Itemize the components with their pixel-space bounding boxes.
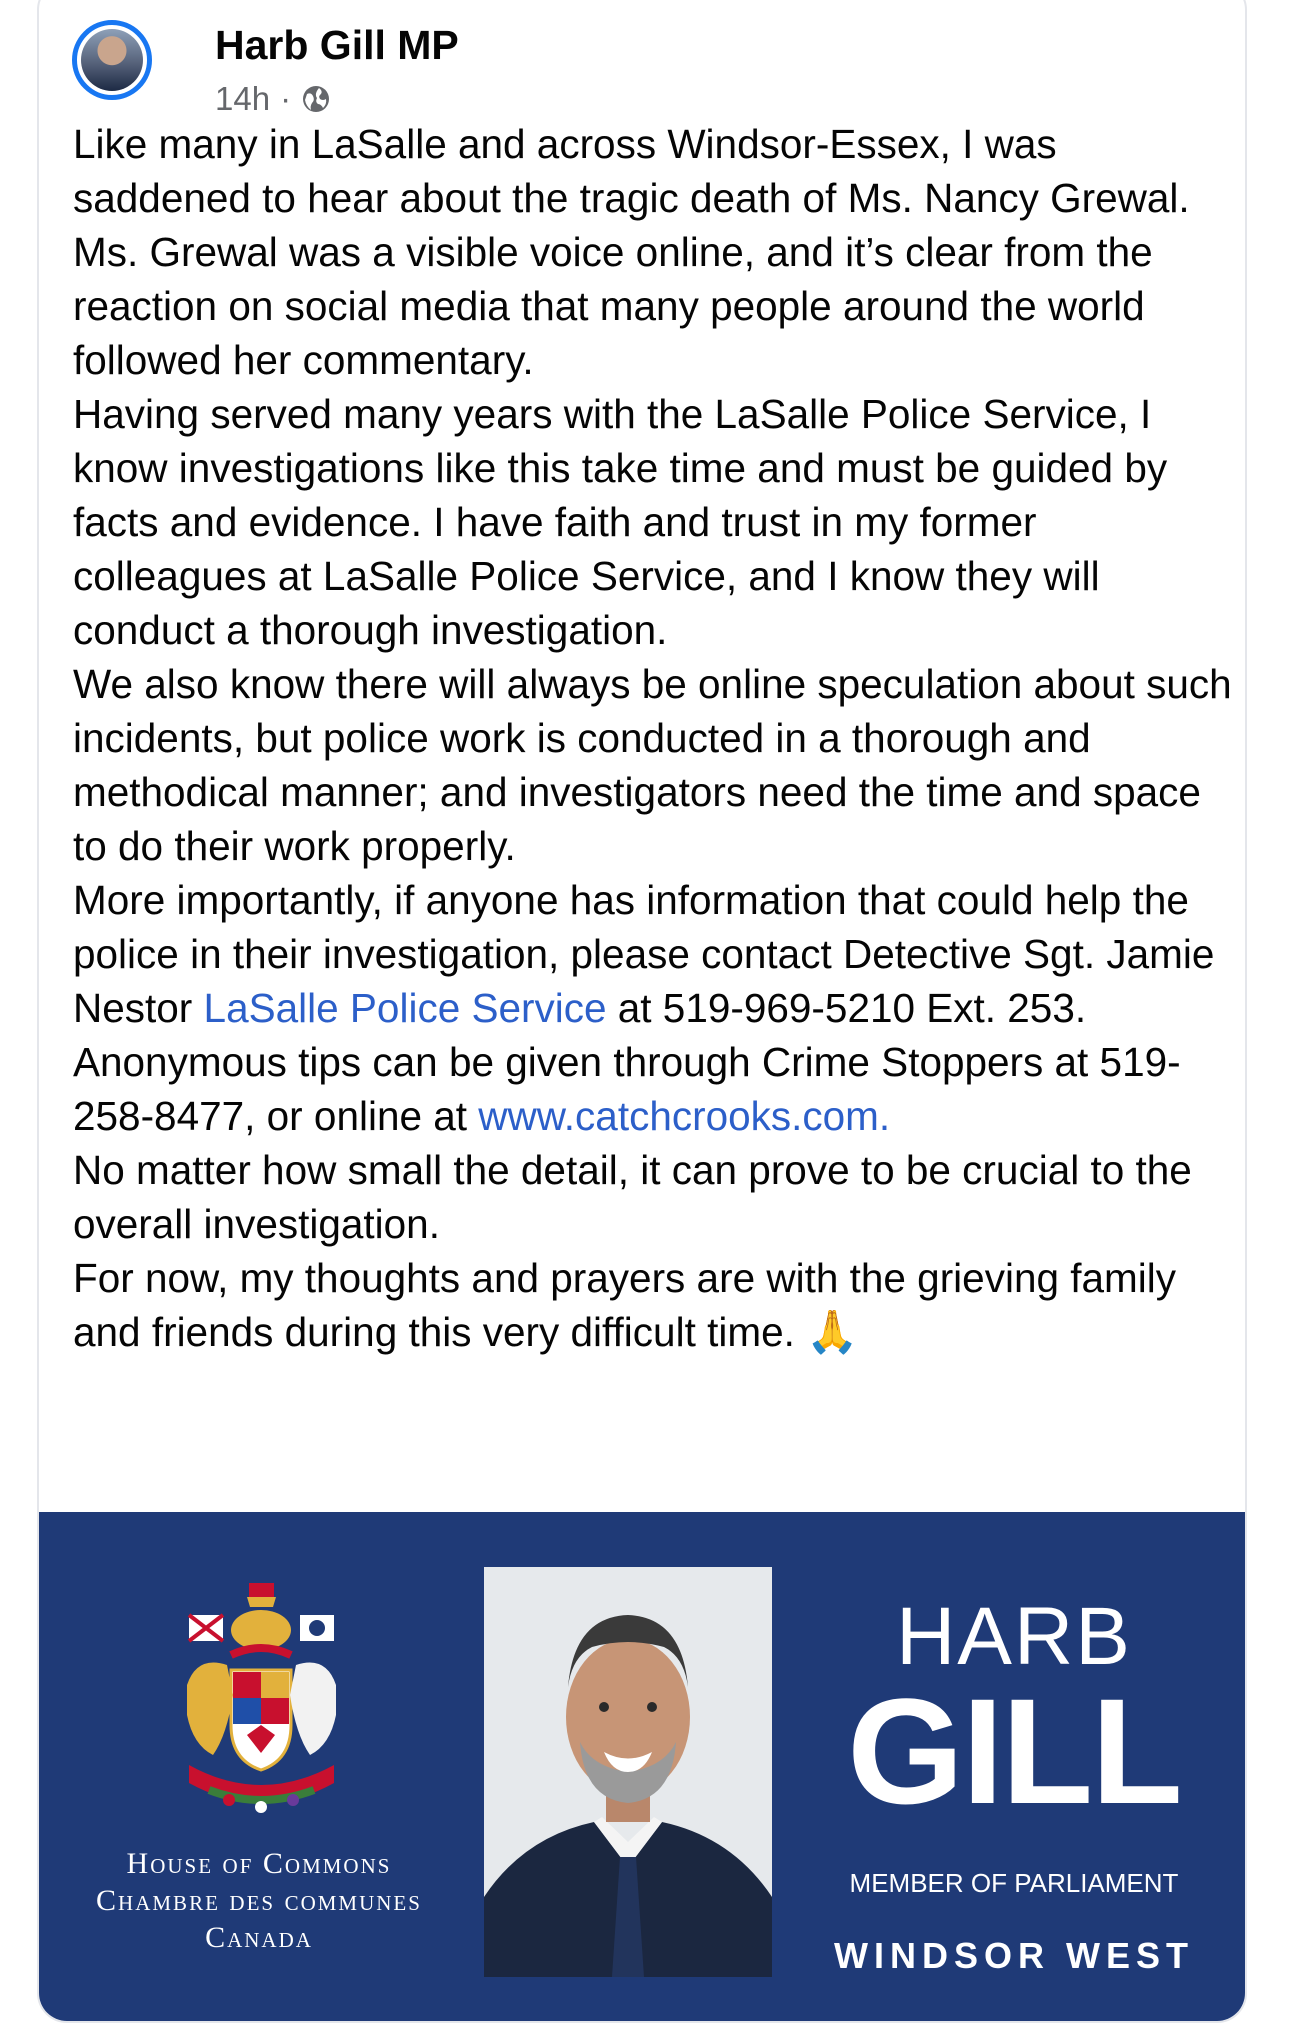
praying-hands-icon: 🙏 <box>806 1308 859 1355</box>
house-line: Chambre des communes <box>96 1884 422 1917</box>
closing-text: For now, my thoughts and prayers are with the grieving family and friends during this very difficult time. <box>73 1255 1177 1355</box>
house-line: Canada <box>205 1921 313 1954</box>
globe-icon[interactable] <box>301 84 331 114</box>
paragraph: Having served many years with the LaSalle Police Service, I know investigations like this take time and must be guided by facts and evidence. I have faith and trust in my former colleagues at LaSalle Police Service, and I know they will conduct a thorough investigation. <box>73 391 1168 653</box>
catchcrooks-link[interactable]: www.catchcrooks.com. <box>478 1093 891 1139</box>
post-body <box>73 117 1233 1359</box>
post-image[interactable] <box>39 1512 1245 2023</box>
first-name: HARB <box>896 1591 1132 1682</box>
last-name: GILL <box>847 1667 1181 1835</box>
post-card <box>37 0 1247 2023</box>
paragraph: Like many in LaSalle and across Windsor-Essex, I was saddened to hear about the tragic death of Ms. Nancy Grewal. <box>73 121 1190 221</box>
house-of-commons-text <box>39 1845 479 1956</box>
riding-name: WINDSOR WEST <box>834 1935 1194 1976</box>
post-meta <box>215 80 331 118</box>
author-name[interactable]: Harb Gill MP <box>215 22 459 68</box>
paragraph: We also know there will always be online speculation about such incidents, but police work is conducted in a thorough and methodical manner; and investigators need the time and space to do their work properly. <box>73 661 1232 869</box>
portrait-photo <box>484 1567 772 1977</box>
contact-text-2: at 519-969-5210 Ext. 253. Anonymous tips can be given through Crime Stoppers at 519-258-8477, or online at <box>73 985 1181 1139</box>
avatar-image <box>81 29 143 91</box>
paragraph: No matter how small the detail, it can prove to be crucial to the overall investigation. <box>73 1147 1192 1247</box>
closing-paragraph <box>73 1251 1233 1359</box>
avatar[interactable] <box>72 20 152 100</box>
contact-paragraph <box>73 873 1233 1143</box>
coat-of-arms-icon <box>169 1575 354 1815</box>
post-header <box>72 20 1172 120</box>
name-block <box>809 1572 1219 1977</box>
post-time[interactable]: 14h <box>215 80 271 117</box>
paragraph: Ms. Grewal was a visible voice online, and it’s clear from the reaction on social media that many people around the world followed her commentary. <box>73 229 1153 383</box>
role-title: MEMBER OF PARLIAMENT <box>849 1868 1179 1898</box>
lasalle-police-link[interactable]: LaSalle Police Service <box>203 985 607 1031</box>
house-line: House of Commons <box>126 1847 392 1880</box>
contact-text: More importantly, if anyone has information that could help the police in their investigation, please contact Detective Sgt. Jamie Nestor <box>73 877 1215 1031</box>
meta-separator: · <box>280 80 292 117</box>
